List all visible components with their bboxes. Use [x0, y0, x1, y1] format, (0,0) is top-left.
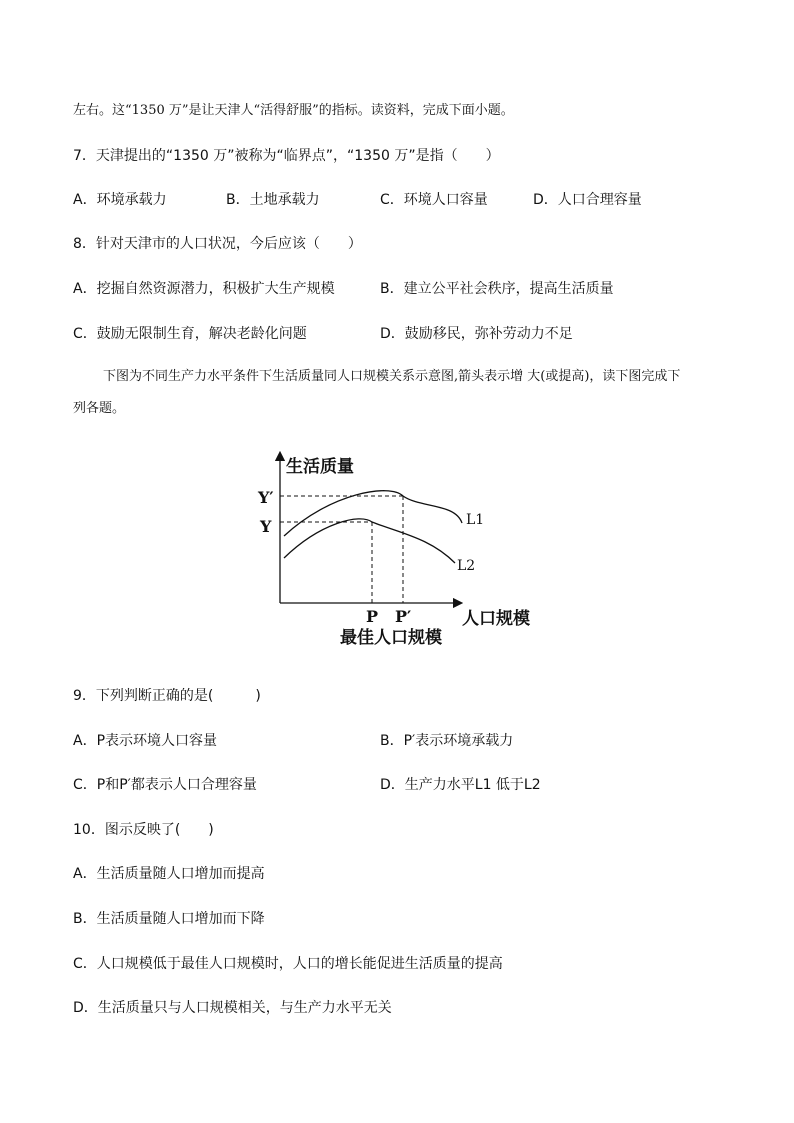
option-c: C．鼓励无限制生育，解决老龄化问题 [73, 326, 307, 342]
option-a: A．生活质量随人口增加而提高 [73, 866, 265, 882]
option-d: D．鼓励移民，弥补劳动力不足 [380, 326, 573, 342]
question-stem: 10．图示反映了( ) [73, 822, 214, 838]
curve-l2 [284, 519, 455, 563]
y-axis-label: 生活质量 [286, 457, 354, 477]
figure-caption: 最佳人口规模 [340, 628, 442, 648]
option-c: C．环境人口容量 [380, 192, 488, 208]
figure-intro-line2: 列各题。 [73, 401, 126, 416]
question-stem: 8．针对天津市的人口状况，今后应该（ ） [73, 236, 362, 252]
option-b: B．土地承载力 [226, 192, 320, 208]
question-stem: 7．天津提出的“1350 万”被称为“临界点”，“1350 万”是指（ ） [73, 148, 500, 164]
l1-label: L1 [466, 512, 485, 528]
option-d: D．人口合理容量 [533, 192, 642, 208]
question-stem: 9．下列判断正确的是( ) [73, 688, 261, 704]
option-d: D．生活质量只与人口规模相关，与生产力水平无关 [73, 1000, 392, 1016]
population-quality-diagram [250, 448, 550, 653]
curve-l1 [284, 491, 462, 536]
y-prime-label: Y′ [258, 488, 274, 507]
option-d: D．生产力水平L1 低于L2 [380, 777, 541, 793]
p-prime-label: P′ [395, 607, 412, 626]
intro-tail: 左右。这“1350 万”是让天津人“活得舒服”的指标。读资料，完成下面小题。 [73, 103, 514, 118]
figure-intro-line1: 下图为不同生产力水平条件下生活质量同人口规模关系示意图,箭头表示增 大(或提高)，读下图完成下 [103, 369, 681, 384]
x-axis-label: 人口规模 [462, 609, 530, 629]
option-b: B．建立公平社会秩序，提高生活质量 [380, 281, 614, 297]
option-c: C．人口规模低于最佳人口规模时，人口的增长能促进生活质量的提高 [73, 956, 503, 972]
option-c: C．P和P′都表示人口合理容量 [73, 777, 257, 793]
y-label: Y [260, 517, 272, 536]
option-b: B．生活质量随人口增加而下降 [73, 911, 265, 927]
p-label: P [366, 607, 379, 626]
option-a: A．P表示环境人口容量 [73, 733, 218, 749]
option-a: A．挖掘自然资源潜力，积极扩大生产规模 [73, 281, 335, 297]
option-a: A．环境承载力 [73, 192, 167, 208]
option-b: B．P′表示环境承载力 [380, 733, 514, 749]
l2-label: L2 [457, 558, 476, 574]
